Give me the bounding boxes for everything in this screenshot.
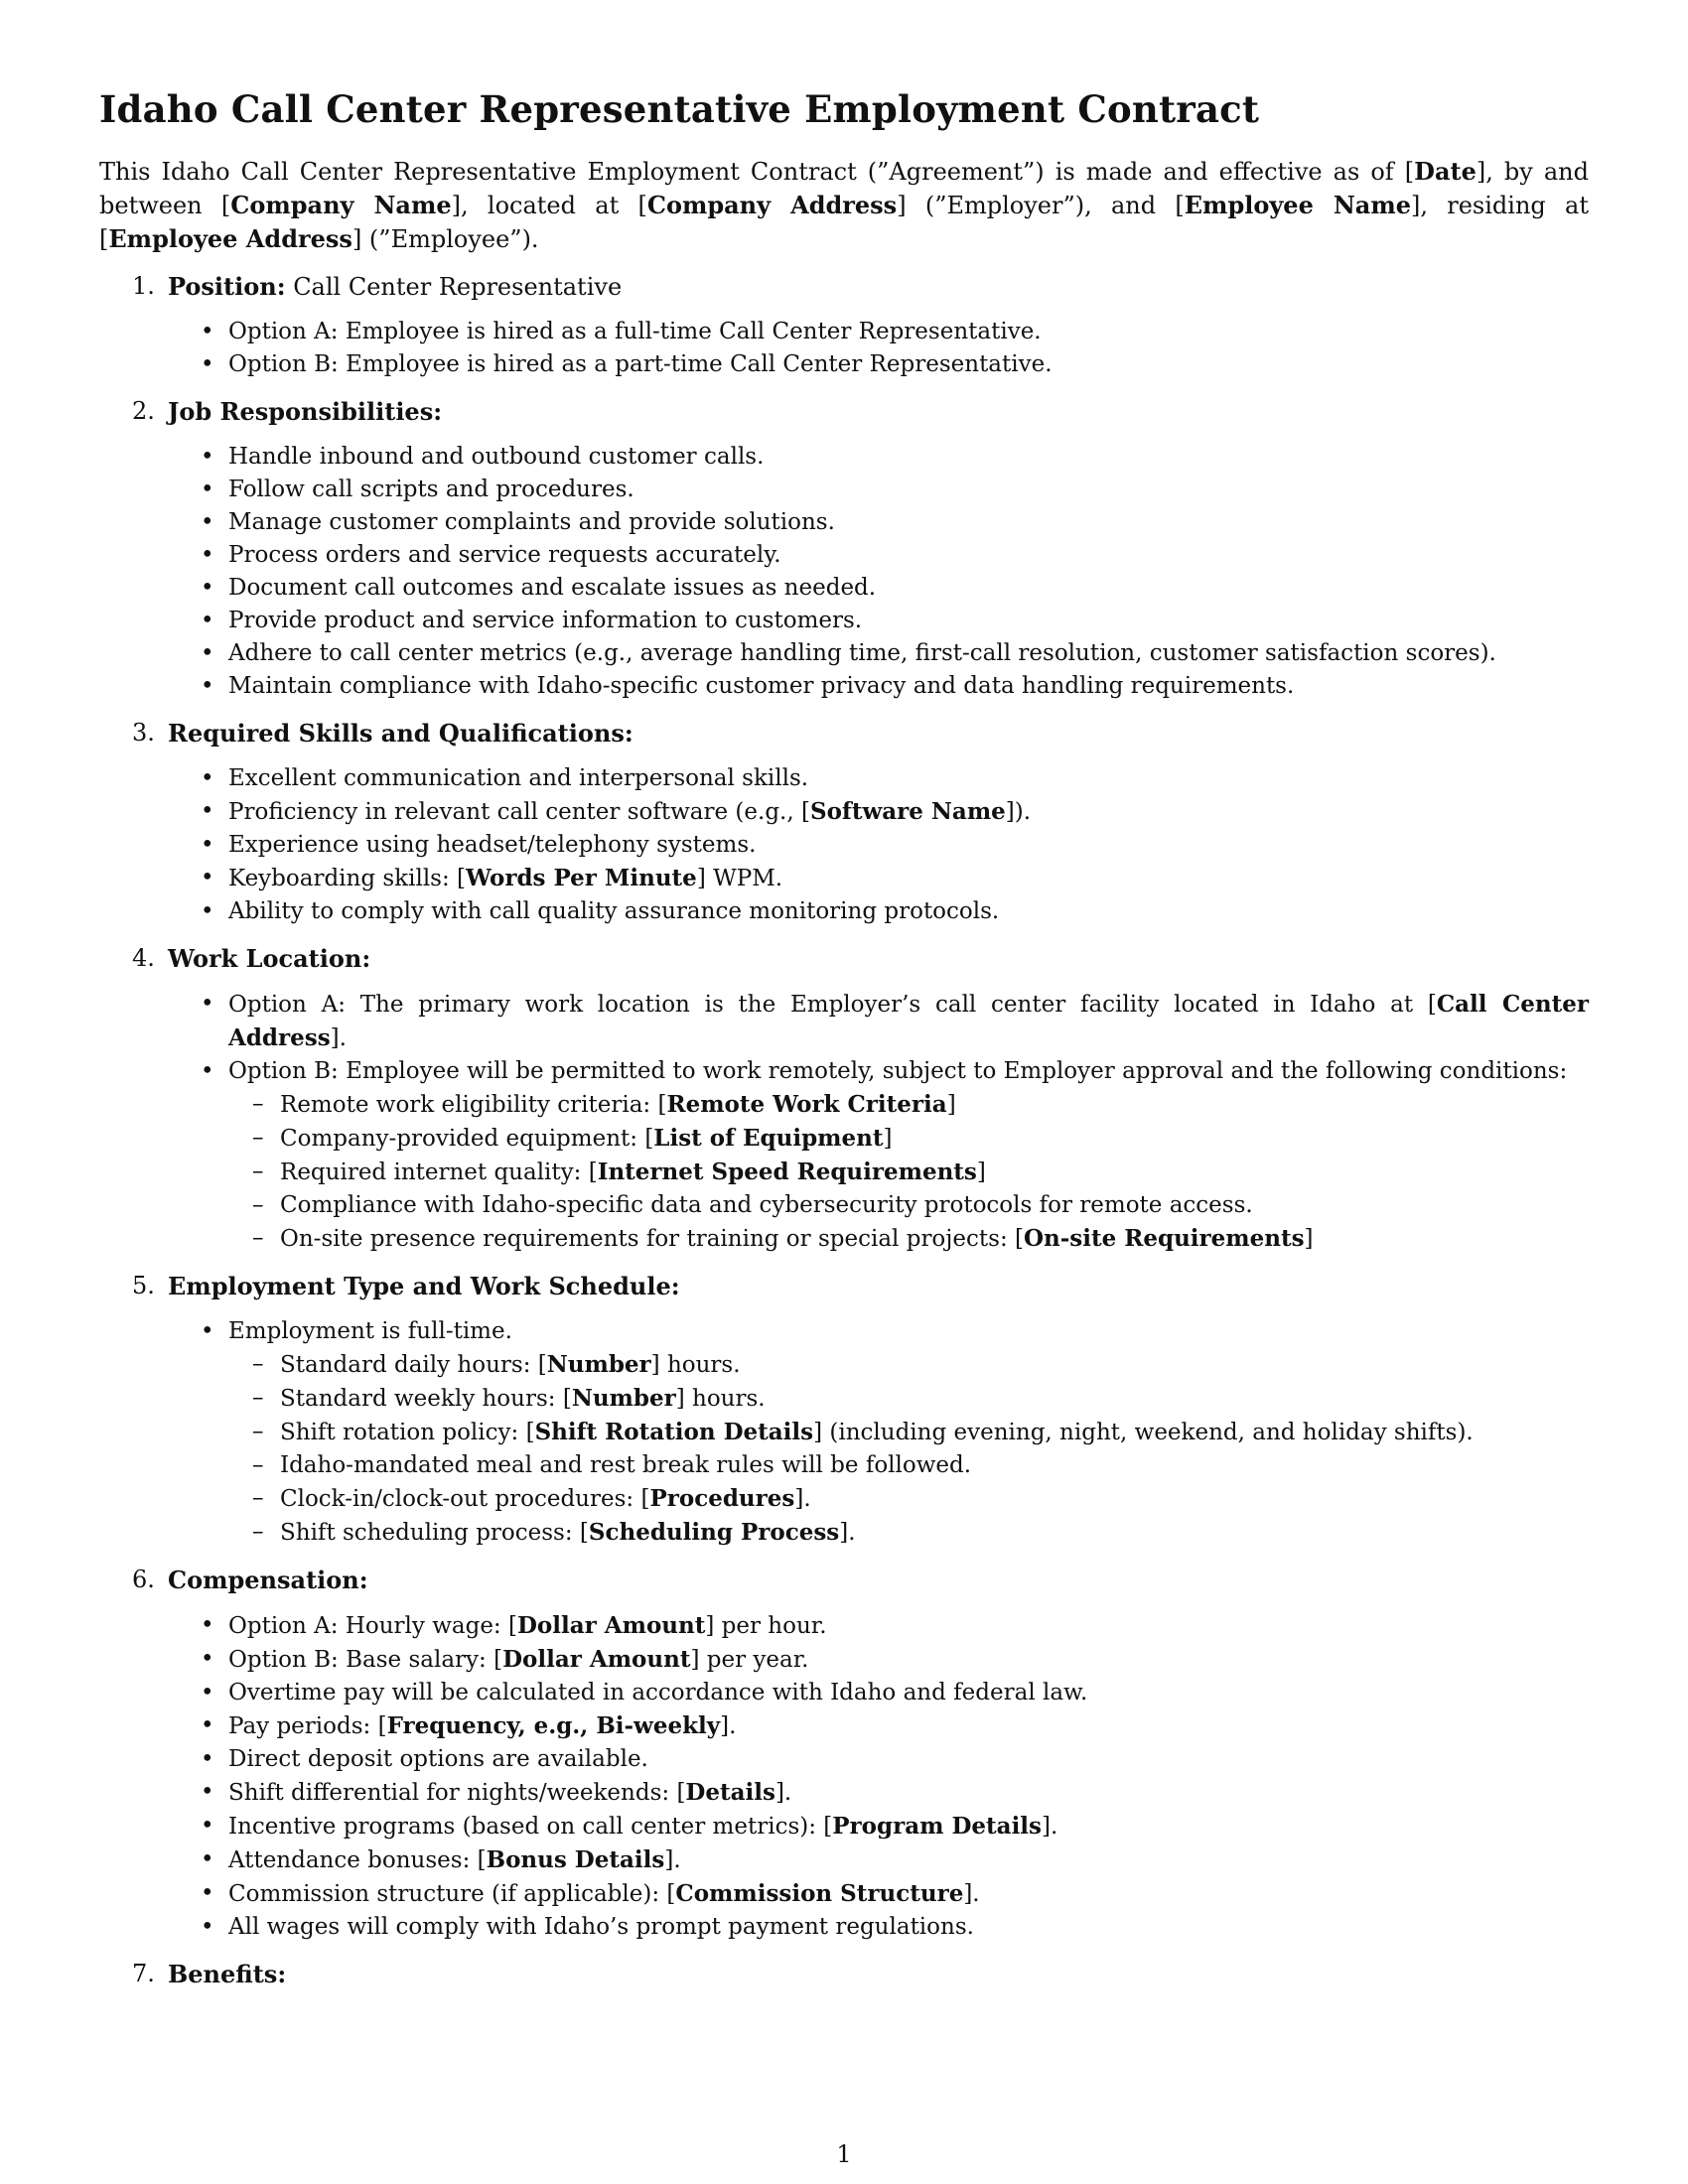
list-item: • Provide product and service information to customers. <box>228 605 1589 637</box>
placeholder-employee-address: Employee Address <box>108 224 352 253</box>
section-items <box>99 316 1589 381</box>
bullet-icon: • <box>201 1680 214 1706</box>
bullet-icon: • <box>201 444 214 470</box>
section-number: 5. <box>132 1272 155 1299</box>
placeholder-words-per-minute: Words Per Minute <box>466 865 697 891</box>
sub-list-item: – Compliance with Idaho-specific data and cybersecurity protocols for remote access. <box>280 1189 1589 1222</box>
placeholder-remote-work-criteria: Remote Work Criteria <box>666 1091 947 1118</box>
bullet-icon: • <box>201 765 214 791</box>
sub-list-item: – Clock-in/clock-out procedures: [Procedures]. <box>280 1482 1589 1516</box>
bullet-icon: • <box>201 1880 214 1906</box>
placeholder-dollar-amount: Dollar Amount <box>516 1612 706 1639</box>
dash-icon: – <box>252 1159 264 1184</box>
list-item: • Experience using headset/telephony systems. <box>228 829 1589 862</box>
section-title: Benefits: <box>168 1960 287 1988</box>
section-items <box>99 762 1589 928</box>
section-title: Employment Type and Work Schedule: <box>168 1272 680 1300</box>
placeholder-company-address: Company Address <box>646 191 898 219</box>
dash-icon: – <box>252 1519 264 1545</box>
section-position <box>99 270 1589 381</box>
list-item: • Direct deposit options are available. <box>228 1743 1589 1776</box>
bullet-icon: • <box>201 608 214 633</box>
list-item: • Employment is full-time. – Standard daily hours: [Number] hours. – Standard weekly hours: [Number] hours. – Shift rotation policy: [Shift Rotation Details] (including evening, night, weekend, and holiday shifts). – Idaho-mandated meal and rest break rules will be followed. – Clock-in/clock-out procedures: [Procedures]. – Shift scheduling process: [Scheduling Process]. <box>228 1315 1589 1550</box>
list-item: • Option A: The primary work location is the Employer’s call center facility located in Idaho at [Call Center Address]. <box>228 988 1589 1055</box>
bullet-icon: • <box>201 1612 214 1638</box>
sub-list-item: – Standard weekly hours: [Number] hours. <box>280 1382 1589 1416</box>
sub-list-item: – Shift rotation policy: [Shift Rotation Details] (including evening, night, weekend, and holiday shifts). <box>280 1416 1589 1449</box>
placeholder-bonus-details: Bonus Details <box>486 1846 665 1873</box>
section-items <box>99 441 1589 703</box>
list-item: • Overtime pay will be calculated in accordance with Idaho and federal law. <box>228 1677 1589 1709</box>
bullet-icon: • <box>201 1318 214 1344</box>
sub-list-item: – Standard daily hours: [Number] hours. <box>280 1348 1589 1382</box>
list-item: • Maintain compliance with Idaho-specific customer privacy and data handling requirements. <box>228 670 1589 703</box>
list-item: • Option B: Base salary: [Dollar Amount] per year. <box>228 1643 1589 1677</box>
section-benefits <box>99 1958 1589 1991</box>
bullet-icon: • <box>201 865 214 890</box>
sub-items <box>228 1348 1589 1550</box>
section-heading <box>99 1270 1589 1303</box>
list-item: • Keyboarding skills: [Words Per Minute] WPM. <box>228 862 1589 895</box>
section-skills-qualifications <box>99 717 1589 928</box>
placeholder-employee-name: Employee Name <box>1184 191 1411 219</box>
placeholder-list-of-equipment: List of Equipment <box>653 1125 884 1152</box>
dash-icon: – <box>252 1452 264 1478</box>
bullet-icon: • <box>201 542 214 568</box>
bullet-icon: • <box>201 898 214 924</box>
bullet-icon: • <box>201 1646 214 1672</box>
page-number: 1 <box>836 2140 852 2168</box>
section-heading <box>99 395 1589 429</box>
placeholder-software-name: Software Name <box>809 798 1006 825</box>
dash-icon: – <box>252 1091 264 1117</box>
section-items <box>99 1609 1589 1944</box>
list-item: • Option B: Employee will be permitted to work remotely, subject to Employer approval and the following conditions: – Remote work eligibility criteria: [Remote Work Criteria] – Company-provided equipment: [List of Equipment] – Required internet quality: [Internet Speed Requirements] – Compliance with Idaho-specific data and cybersecurity protocols for remote access. – On-site presence requirements for training or special projects: [On-site Requirements] <box>228 1055 1589 1256</box>
sub-list-item: – Shift scheduling process: [Scheduling Process]. <box>280 1516 1589 1550</box>
bullet-icon: • <box>201 509 214 535</box>
section-number: 6. <box>132 1566 155 1593</box>
list-item: • Process orders and service requests accurately. <box>228 539 1589 572</box>
bullet-icon: • <box>201 1712 214 1738</box>
placeholder-commission-structure: Commission Structure <box>675 1880 964 1907</box>
dash-icon: – <box>252 1385 264 1411</box>
bullet-icon: • <box>201 351 214 377</box>
section-heading <box>99 717 1589 751</box>
sub-list-item: – Company-provided equipment: [List of Equipment] <box>280 1122 1589 1156</box>
sections-list <box>99 270 1589 1991</box>
bullet-icon: • <box>201 673 214 699</box>
section-work-location <box>99 942 1589 1256</box>
section-items <box>99 1315 1589 1550</box>
bullet-icon: • <box>201 1746 214 1772</box>
section-number: 3. <box>132 719 155 747</box>
list-item: • Excellent communication and interpersonal skills. <box>228 762 1589 795</box>
bullet-icon: • <box>201 1058 214 1084</box>
placeholder-program-details: Program Details <box>832 1813 1042 1840</box>
bullet-icon: • <box>201 1914 214 1940</box>
dash-icon: – <box>252 1192 264 1218</box>
intro-paragraph: This Idaho Call Center Representative Employment Contract (”Agreement”) is made and effective as of [Date], by and between [Company Name], located at [Company Address] (”Employer”), and [Employee Name], residing at [Employee Address] (”Employee”). <box>99 157 1590 253</box>
bullet-icon: • <box>201 1813 214 1839</box>
sub-list-item: – On-site presence requirements for training or special projects: [On-site Requirements] <box>280 1222 1589 1256</box>
dash-icon: – <box>252 1419 264 1444</box>
list-item: • Manage customer complaints and provide solutions. <box>228 506 1589 539</box>
sub-items <box>228 1088 1589 1256</box>
placeholder-scheduling-process: Scheduling Process <box>588 1519 840 1546</box>
sub-list-item: – Idaho-mandated meal and rest break rules will be followed. <box>280 1449 1589 1482</box>
list-item: • Ability to comply with call quality assurance monitoring protocols. <box>228 895 1589 928</box>
placeholder-company-name: Company Name <box>230 191 452 219</box>
list-item: • Shift differential for nights/weekends: [Details]. <box>228 1776 1589 1810</box>
placeholder-internet-speed: Internet Speed Requirements <box>597 1159 977 1185</box>
section-heading <box>99 270 1589 304</box>
list-item: • Option B: Employee is hired as a part-time Call Center Representative. <box>228 348 1589 381</box>
document-title: Idaho Call Center Representative Employment Contract <box>99 87 1260 131</box>
section-compensation <box>99 1564 1589 1944</box>
list-item: • Option A: Hourly wage: [Dollar Amount] per hour. <box>228 1609 1589 1643</box>
dash-icon: – <box>252 1225 264 1251</box>
section-items <box>99 988 1589 1256</box>
bullet-icon: • <box>201 477 214 502</box>
section-number: 4. <box>132 944 155 972</box>
bullet-icon: • <box>201 832 214 858</box>
dash-icon: – <box>252 1125 264 1151</box>
list-item: • Adhere to call center metrics (e.g., average handling time, first-call resolution, customer satisfaction scores). <box>228 637 1589 670</box>
list-item: • Option A: Employee is hired as a full-time Call Center Representative. <box>228 316 1589 348</box>
section-heading <box>99 942 1589 976</box>
sub-list-item: – Remote work eligibility criteria: [Remote Work Criteria] <box>280 1088 1589 1122</box>
list-item: • Attendance bonuses: [Bonus Details]. <box>228 1843 1589 1877</box>
section-title: Position: <box>168 272 286 301</box>
section-title: Required Skills and Qualifications: <box>168 719 633 748</box>
bullet-icon: • <box>201 640 214 666</box>
dash-icon: – <box>252 1485 264 1511</box>
placeholder-shift-rotation: Shift Rotation Details <box>534 1419 814 1445</box>
placeholder-number: Number <box>546 1351 651 1378</box>
section-title: Work Location: <box>168 944 371 973</box>
list-item: • Follow call scripts and procedures. <box>228 474 1589 506</box>
section-heading <box>99 1564 1589 1597</box>
section-employment-type-schedule <box>99 1270 1589 1550</box>
section-heading <box>99 1958 1589 1991</box>
placeholder-call-center-address: Call Center Address <box>228 991 1589 1051</box>
placeholder-procedures: Procedures <box>649 1485 795 1512</box>
list-item: • Proficiency in relevant call center software (e.g., [Software Name]). <box>228 795 1589 829</box>
placeholder-date: Date <box>1414 157 1477 186</box>
bullet-icon: • <box>201 319 214 344</box>
section-value: Call Center Representative <box>285 273 623 301</box>
list-item: • Commission structure (if applicable): [Commission Structure]. <box>228 1877 1589 1911</box>
document-page <box>99 87 1589 2005</box>
bullet-icon: • <box>201 991 214 1017</box>
placeholder-details: Details <box>685 1779 775 1806</box>
bullet-icon: • <box>201 575 214 601</box>
bullet-icon: • <box>201 798 214 824</box>
section-number: 7. <box>132 1960 155 1987</box>
section-job-responsibilities <box>99 395 1589 703</box>
sub-list-item: – Required internet quality: [Internet Speed Requirements] <box>280 1156 1589 1189</box>
placeholder-onsite-requirements: On-site Requirements <box>1023 1225 1305 1252</box>
section-title: Job Responsibilities: <box>168 397 443 426</box>
list-item: • Document call outcomes and escalate issues as needed. <box>228 572 1589 605</box>
section-number: 1. <box>132 272 155 300</box>
list-item: • Pay periods: [Frequency, e.g., Bi-weekly]. <box>228 1709 1589 1743</box>
placeholder-dollar-amount: Dollar Amount <box>502 1646 691 1673</box>
list-item: • Handle inbound and outbound customer calls. <box>228 441 1589 474</box>
bullet-icon: • <box>201 1846 214 1872</box>
dash-icon: – <box>252 1351 264 1377</box>
section-title: Compensation: <box>168 1566 368 1594</box>
list-item: • Incentive programs (based on call center metrics): [Program Details]. <box>228 1810 1589 1843</box>
section-number: 2. <box>132 397 155 425</box>
placeholder-number: Number <box>571 1385 676 1412</box>
bullet-icon: • <box>201 1779 214 1805</box>
list-item: • All wages will comply with Idaho’s prompt payment regulations. <box>228 1911 1589 1944</box>
placeholder-frequency: Frequency, e.g., Bi-weekly <box>386 1712 721 1739</box>
